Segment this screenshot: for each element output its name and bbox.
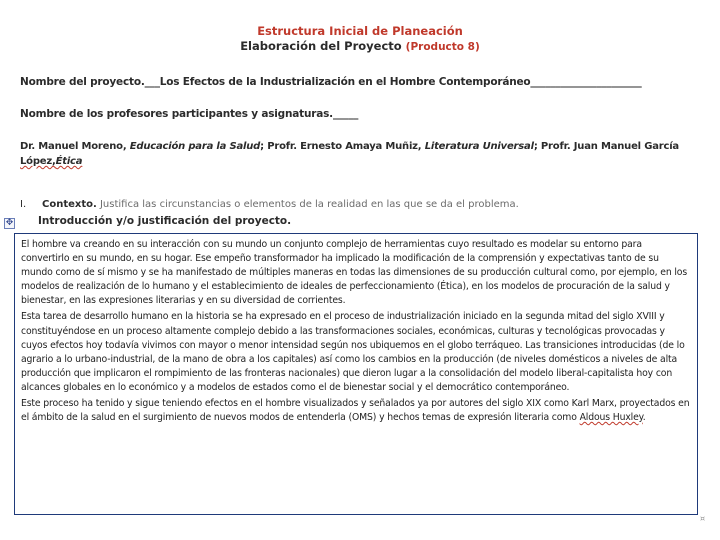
paragraph-2: Esta tarea de desarrollo humano en la historia se ha expresado en el proceso de industrialización iniciado en la segunda mitad del siglo XVIII y constituyéndose en un proceso altamente complejo debido a las transformaciones sociales, económicas, culturas y tecnológicas provocadas y cuyos efectos hoy todavía vivimos con mayor o menor intensidad según nos ubiquemos en el globo terráqueo. Las transiciones introducidas (de lo agrario a lo urbano-industrial, de la mano de obra a los capitales) así como los cambios en la producción (de niveles domésticos a niveles de alta producción que implicaron el rompimiento de las fronteras nacionales) que dieron lugar a la consolidación del modelo liberal-capitalista hoy con alcances globales en lo económico y a modelos de estados como el de bienestar social y el democrático contemporáneo.: [21, 311, 685, 393]
teacher-2-name: ; Profr. Ernesto Amaya Muñiz,: [260, 141, 425, 152]
paragraph-3-end: .: [642, 412, 646, 424]
product-tag: (Producto 8): [405, 41, 480, 53]
paragraph-3: [21, 397, 691, 425]
teacher-1-subject: Educación para la Salud: [129, 141, 261, 152]
teacher-2-subject: Literatura Universal: [424, 141, 534, 152]
document-subtitle: [0, 38, 720, 55]
justification-text-box[interactable]: [14, 233, 698, 515]
teacher-3-name-cont: López,: [20, 156, 56, 167]
teacher-1-name: Dr. Manuel Moreno,: [20, 141, 130, 152]
teachers-label-field[interactable]: Nombre de los profesores participantes y asignaturas._____: [20, 108, 359, 120]
document-title: Estructura Inicial de Planeación: [257, 24, 463, 38]
paragraph-3-text: Este proceso ha tenido y sigue teniendo efectos en el hombre visualizados y señalados ya por autores del siglo XIX como Karl Marx, proyectados en el ámbito de la salud en el surgimiento de nuevos modos de entenderla (OMS) y hechos temas de expresión literaria como: [21, 398, 690, 424]
cell-end-mark-icon: ¤: [700, 514, 706, 523]
context-line: [20, 198, 700, 212]
paragraph-1: El hombre va creando en su interacción con su mundo un conjunto complejo de herramientas cuyo resultado es modelar su entorno para convertirlo en su mundo, en su hogar. Ese empeño transformador ha implicado la modificación de la comprensión y expectativas tanto de su mundo como de sí mismo y se ha manifestado de múltiples maneras en todas las dimensiones de su producción cultural como, por ejemplo, en los modelos de realización de lo humano y el establecimiento de ideales de perfeccionamiento (Ética), en los modelos de procuración de la salud y bienestar, en las expresiones literarias y en su diversidad de corrientes.: [21, 239, 688, 307]
section-numeral: I.: [20, 199, 27, 210]
teacher-3-subject: Ética: [55, 156, 83, 167]
project-name-field[interactable]: Nombre del proyecto.___Los Efectos de la Industrialización en el Hombre Contemporáneo______________________: [20, 76, 642, 88]
context-label: Contexto.: [42, 199, 97, 210]
teachers-list[interactable]: [20, 139, 700, 169]
intro-heading: Introducción y/o justificación del proyecto.: [38, 215, 292, 227]
teacher-3-name: ; Profr. Juan Manuel García: [533, 141, 679, 152]
table-move-handle-icon[interactable]: ✥: [5, 218, 14, 228]
context-description: Justifica las circunstancias o elementos de la realidad en las que se da el problema.: [96, 199, 519, 210]
author-name: Aldous Huxley: [579, 412, 643, 424]
title-block: [0, 24, 720, 55]
subtitle-text: Elaboración del Proyecto: [240, 39, 402, 53]
